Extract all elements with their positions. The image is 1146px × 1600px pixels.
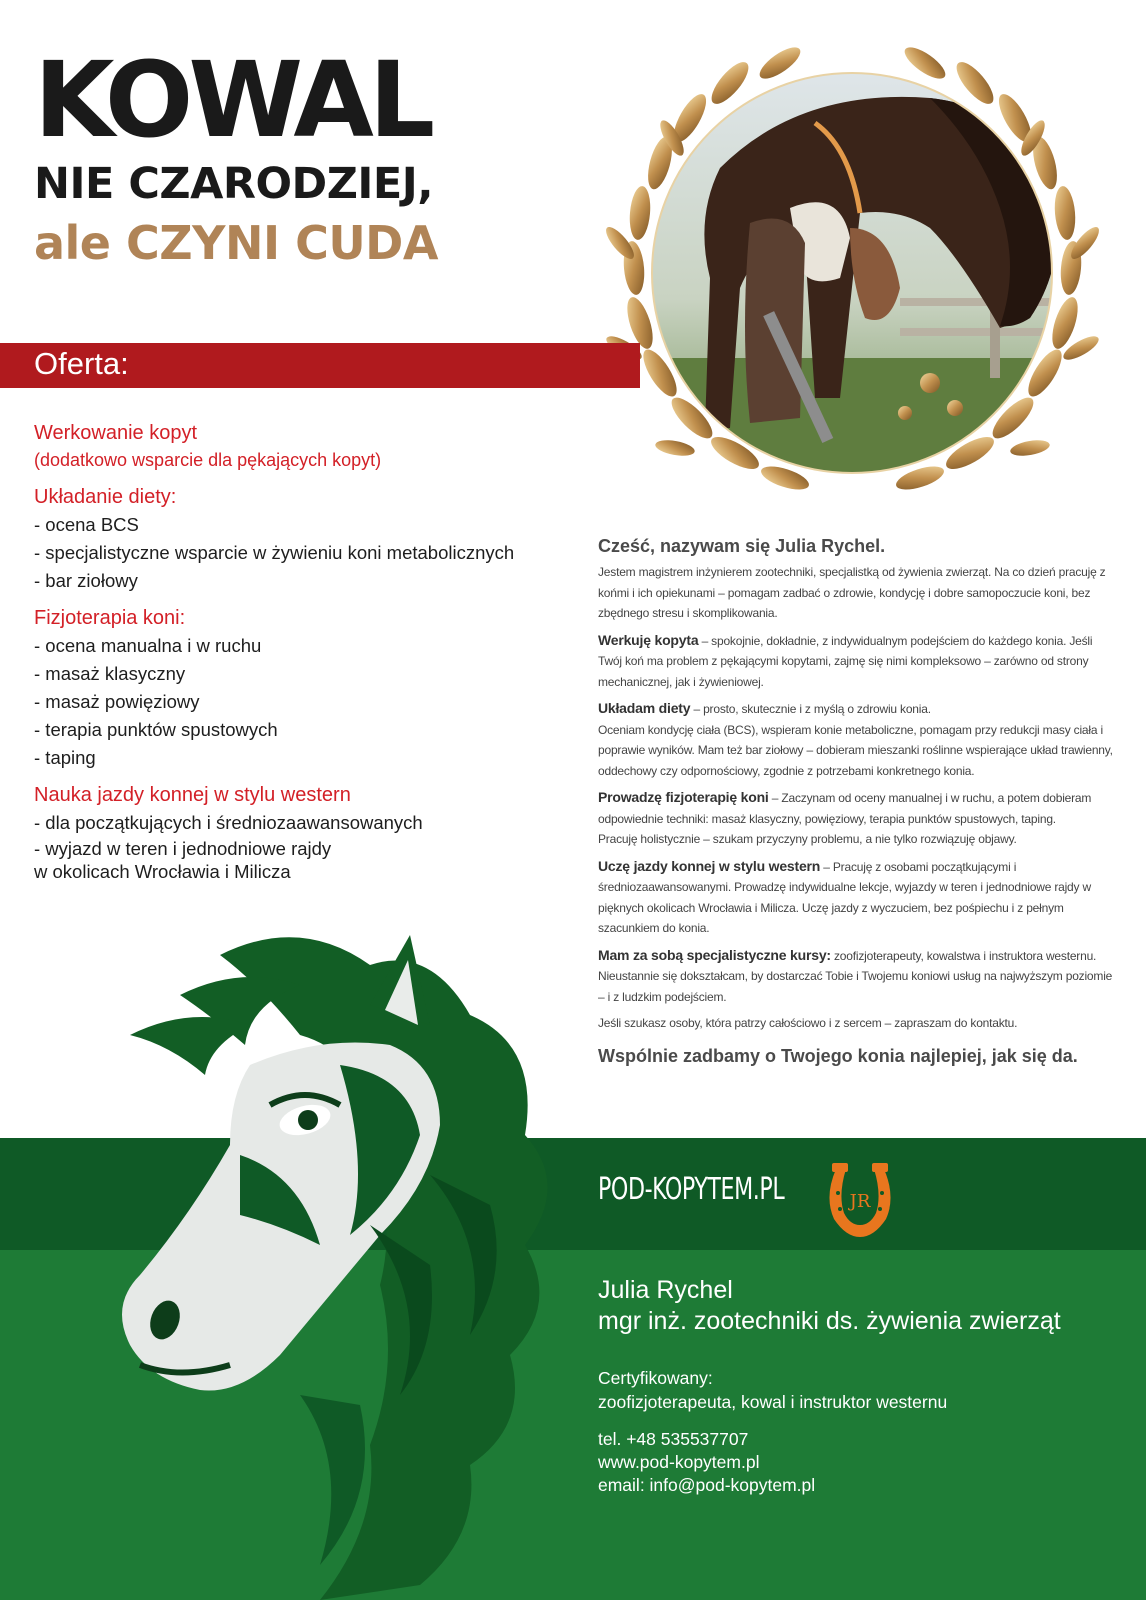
bio-paragraph-physio	[598, 787, 1118, 850]
offer-item: - dla początkujących i średniozaawansowanych	[34, 812, 423, 833]
offer-item: - masaż powięziowy	[34, 691, 200, 712]
bio-paragraph-courses	[598, 945, 1118, 1008]
headline	[34, 40, 574, 274]
offer-item: - specjalistyczne wsparcie w żywieniu koni metabolicznych	[34, 542, 515, 563]
headline-kowal: KOWAL	[34, 39, 431, 161]
offer-item: - ocena manualna i w ruchu	[34, 635, 262, 656]
offer-section-title: Werkowanie kopyt	[34, 422, 198, 444]
offer-section-subtitle: (dodatkowo wsparcie dla pękających kopyt)	[34, 450, 382, 470]
laurel-wreath-icon	[600, 28, 1105, 518]
contact-email-link[interactable]: email: info@pod-kopytem.pl	[598, 1475, 816, 1495]
offer-item: - taping	[34, 747, 96, 768]
bio-paragraph-riding	[598, 856, 1118, 939]
offer-item: w okolicach Wrocławia i Milicza	[34, 861, 291, 882]
offer-item: - wyjazd w teren i jednodniowe rajdy	[34, 838, 332, 859]
bio-text: Pracuję holistycznie – szukam przyczyny problemu, a nie tylko rozwiązuję objawy.	[598, 832, 1017, 846]
horseshoe-logo-icon	[822, 1157, 898, 1239]
bio-text: Oceniam kondycję ciała (BCS), wspieram konie metaboliczne, pomagam przy redukcji masy ciała i poprawie wyników. Mam też bar ziołowy – dobieram mieszanki roślinne wspierające układ trawienny, oddechowy czy odpornościowy, zgodnie z potrzebami konkretnego konia.	[598, 722, 1113, 778]
offer-section-title: Fizjoterapia koni:	[34, 607, 186, 629]
website-title: POD-KOPYTEM.PL	[598, 1172, 785, 1207]
horse-head-icon	[70, 925, 550, 1600]
bio-bold: Układam diety	[598, 700, 691, 716]
horse-head-illustration	[70, 925, 550, 1600]
bio-paragraph-hooves	[598, 630, 1118, 693]
bio-bold: Uczę jazdy konnej w stylu western	[598, 857, 821, 874]
contact-cert-label: Certyfikowany:	[598, 1368, 713, 1388]
bio-bold: Werkuję kopyta	[598, 631, 699, 648]
offer-list	[34, 420, 579, 883]
offer-section-title: Układanie diety:	[34, 486, 177, 508]
bio	[598, 534, 1118, 1068]
logo-initials: JR	[849, 1191, 871, 1212]
bio-text: – spokojnie, dokładnie, z indywidualnym podejściem do każdego konia. Jeśli Twój koń ma problem z pękającymi kopytami, zajmę się nimi kompleksowo – zarówno od strony mechanicznej, jak i żywieniowej.	[598, 633, 1093, 689]
contact-phone[interactable]: tel. +48 535537707	[598, 1429, 749, 1449]
bio-text: – Zaczynam od oceny manualnej i w ruchu, a potem dobieram odpowiednie techniki: masaż klasyczny, powięziowy, terapia punktów spustowych, taping.	[598, 791, 1092, 826]
bio-bold: Prowadzę fizjoterapię koni	[598, 789, 769, 805]
headline-line2: NIE CZARODZIEJ,	[34, 159, 434, 209]
contact-cert-text: zoofizjoterapeuta, kowal i instruktor westernu	[598, 1392, 948, 1412]
contact-name: Julia Rychel	[598, 1276, 733, 1304]
offer-section-title: Nauka jazdy konnej w stylu western	[34, 784, 351, 806]
headline-line3: ale CZYNI CUDA	[34, 216, 438, 270]
bio-text: – prosto, skutecznie i z myślą o zdrowiu konia.	[690, 702, 931, 716]
horseshoe-logo	[822, 1157, 898, 1239]
offer-bar-label: Oferta:	[34, 346, 129, 381]
offer-bar	[0, 343, 640, 388]
offer-item: - terapia punktów spustowych	[34, 719, 278, 740]
contact-title: mgr inż. zootechniki ds. żywienia zwierząt	[598, 1307, 1061, 1335]
offer-item: - bar ziołowy	[34, 570, 138, 591]
photo-with-laurel	[600, 28, 1105, 518]
bio-paragraph-diet	[598, 698, 1118, 781]
bio-intro: Jestem magistrem inżynierem zootechniki, specjalistką od żywienia zwierząt. Na co dzień pracuję z końmi i ich opiekunami – pomagam zadbać o zdrowie, kondycję i dobre samopoczucie koni, bez zbędnego stresu i skomplikowania.	[598, 565, 1106, 620]
offer-item: - ocena BCS	[34, 514, 139, 535]
bio-paragraph-contact: Jeśli szukasz osoby, która patrzy całościowo i z sercem – zapraszam do kontaktu.	[598, 1016, 1018, 1030]
contact-block	[598, 1275, 1128, 1497]
bio-text: – Pracuję z osobami początkującymi i średniozaawansowanymi. Prowadzę indywidualne lekcje, wyjazdy w teren i jednodniowe rajdy w pięknych okolicach Wrocławia i Milicza. Uczę jazdy z wyczuciem, bez pośpiechu i z pełnym szacunkiem do konia.	[598, 859, 1091, 935]
bio-bold: Mam za sobą specjalistyczne kursy:	[598, 946, 831, 963]
offer-item: - masaż klasyczny	[34, 663, 186, 684]
bio-greeting: Cześć, nazywam się Julia Rychel.	[598, 536, 886, 556]
contact-website-link[interactable]: www.pod-kopytem.pl	[598, 1452, 760, 1472]
bio-text: zoofizjoterapeuty, kowalstwa i instruktora westernu. Nieustannie się dokształcam, by dostarczać Tobie i Twojemu koniowi usług na najwyższym poziomie – i z ludzkim podejściem.	[598, 948, 1113, 1004]
bio-closing: Wspólnie zadbamy o Twojego konia najlepiej, jak się da.	[598, 1045, 1078, 1066]
